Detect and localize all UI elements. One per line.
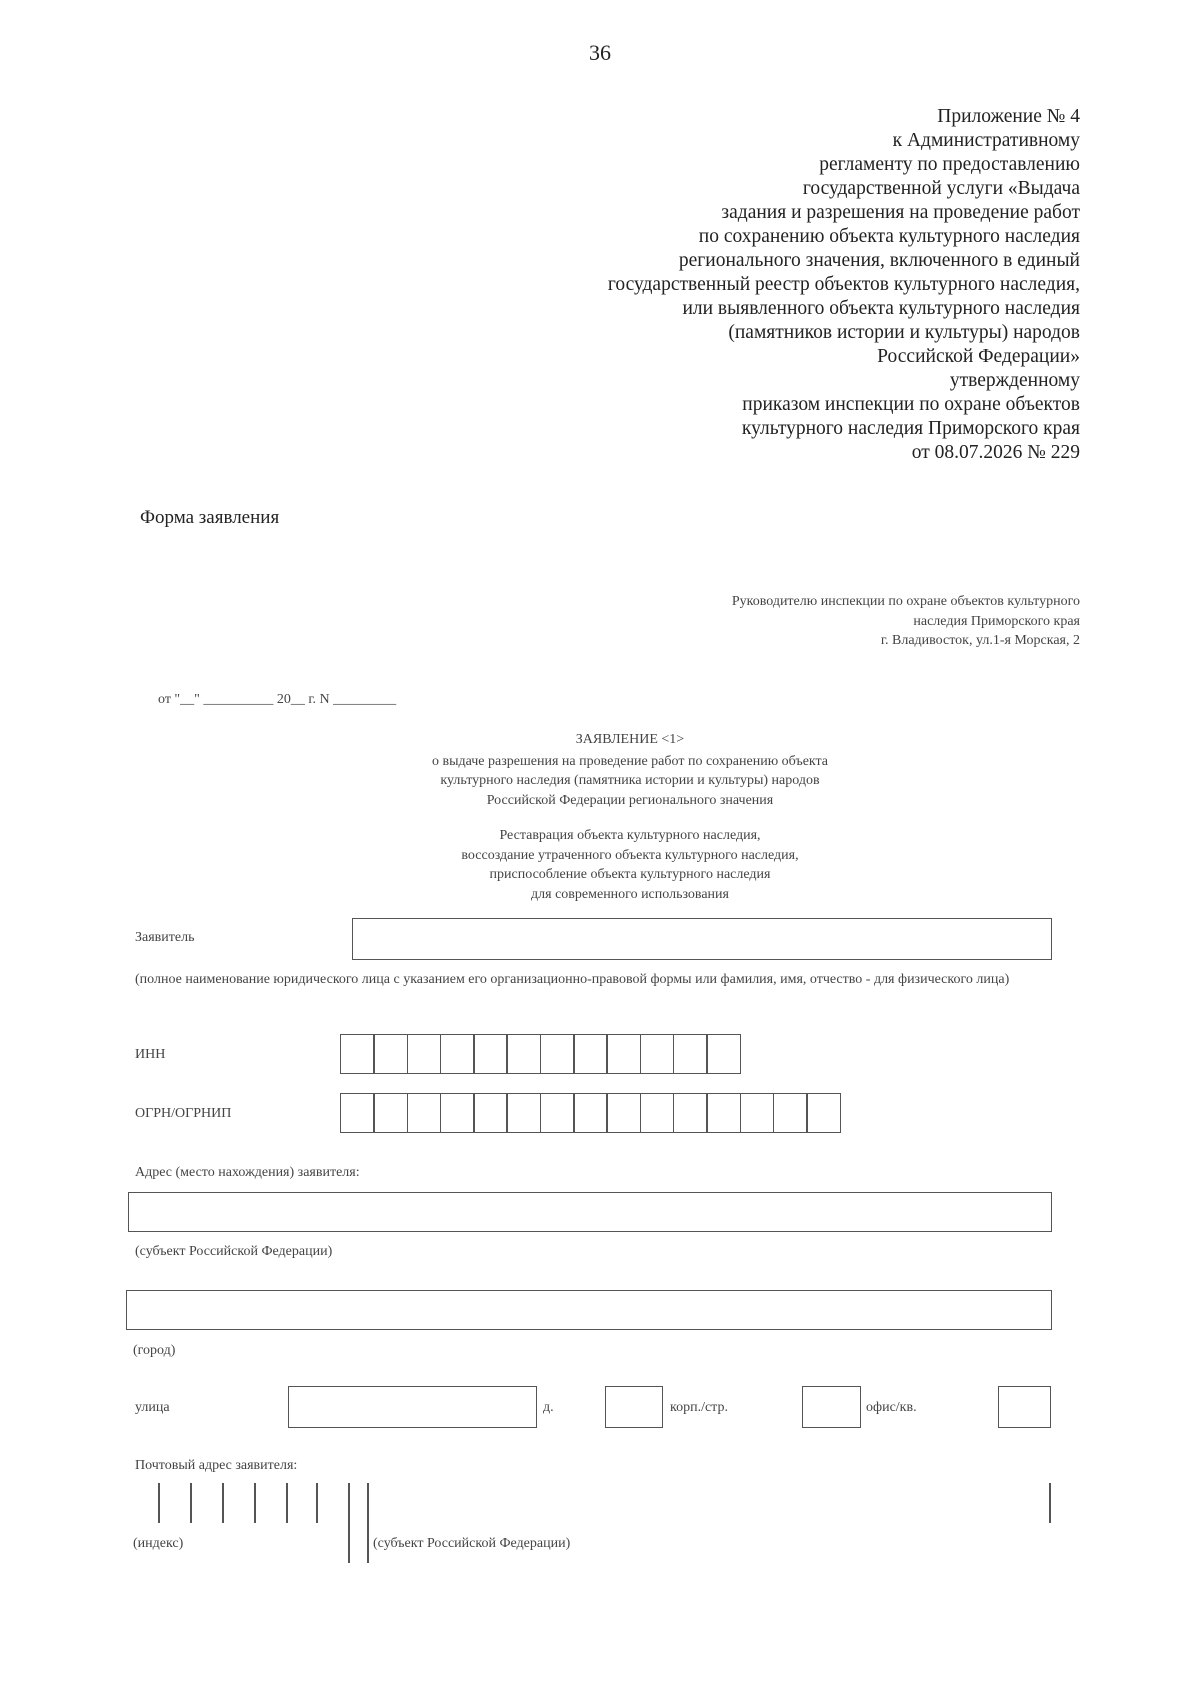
ogrn-digit-cell[interactable] bbox=[373, 1093, 408, 1133]
inn-digit-cell[interactable] bbox=[340, 1034, 375, 1074]
postal-address-label: Почтовый адрес заявителя: bbox=[135, 1458, 298, 1473]
inn-digit-cell[interactable] bbox=[407, 1034, 442, 1074]
ogrn-digit-cell[interactable] bbox=[773, 1093, 808, 1133]
house-label: д. bbox=[543, 1400, 554, 1415]
page-number: 36 bbox=[589, 40, 611, 65]
index-cell-divider bbox=[158, 1483, 160, 1523]
appendix-line: к Административному bbox=[892, 130, 1080, 151]
statement-subtitle-line: культурного наследия (памятника истории и культуры) народов bbox=[440, 773, 820, 788]
inn-digit-cell[interactable] bbox=[706, 1034, 741, 1074]
date-number-line: от "__" __________ 20__ г. N _________ bbox=[158, 692, 397, 707]
ogrn-digit-cell[interactable] bbox=[606, 1093, 641, 1133]
ogrn-digit-cell[interactable] bbox=[573, 1093, 608, 1133]
work-types-block bbox=[0, 826, 1200, 904]
work-type-line: приспособление объекта культурного наследия bbox=[489, 867, 771, 882]
appendix-line: Российской Федерации» bbox=[877, 346, 1080, 367]
postal-index-hint: (индекс) bbox=[133, 1536, 184, 1551]
statement-subtitle-line: Российской Федерации регионального значения bbox=[486, 792, 774, 808]
applicant-name-field[interactable] bbox=[352, 918, 1052, 960]
appendix-line: от 08.07.2026 № 229 bbox=[911, 442, 1080, 463]
street-label: улица bbox=[135, 1400, 170, 1415]
appendix-line: приказом инспекции по охране объектов bbox=[742, 394, 1080, 415]
statement-subtitle-line: о выдаче разрешения на проведение работ по сохранению объекта bbox=[431, 753, 829, 769]
ogrn-digit-cell[interactable] bbox=[540, 1093, 575, 1133]
ogrn-digit-cell[interactable] bbox=[340, 1093, 375, 1133]
appendix-line: регионального значения, включенного в единый bbox=[678, 250, 1080, 271]
address-label: Адрес (место нахождения) заявителя: bbox=[135, 1165, 360, 1180]
inn-digit-cell[interactable] bbox=[606, 1034, 641, 1074]
appendix-line: или выявленного объекта культурного наследия bbox=[682, 298, 1080, 319]
office-label: офис/кв. bbox=[866, 1400, 917, 1415]
address-city-field[interactable] bbox=[126, 1290, 1052, 1330]
inn-label: ИНН bbox=[135, 1047, 166, 1062]
work-type-line: Реставрация объекта культурного наследия, bbox=[499, 828, 761, 843]
index-cell-divider bbox=[286, 1483, 288, 1523]
postal-separator-line bbox=[348, 1483, 350, 1563]
inn-digit-cell[interactable] bbox=[673, 1034, 708, 1074]
inn-digit-cell[interactable] bbox=[506, 1034, 541, 1074]
addressee-block bbox=[560, 592, 1080, 651]
applicant-label: Заявитель bbox=[135, 930, 195, 945]
inn-digit-cell[interactable] bbox=[373, 1034, 408, 1074]
address-city-hint: (город) bbox=[133, 1343, 176, 1358]
ogrn-digit-cell[interactable] bbox=[506, 1093, 541, 1133]
building-label: корп./стр. bbox=[670, 1400, 728, 1415]
index-cell-divider bbox=[190, 1483, 192, 1523]
address-region-field[interactable] bbox=[128, 1192, 1052, 1232]
inn-cells[interactable] bbox=[340, 1034, 740, 1074]
appendix-line: Приложение № 4 bbox=[937, 106, 1080, 127]
statement-title: ЗАЯВЛЕНИЕ <1> bbox=[575, 732, 685, 747]
inn-digit-cell[interactable] bbox=[440, 1034, 475, 1074]
applicant-hint: (полное наименование юридического лица с указанием его организационно-правовой формы или фамилия, имя, отчество - для физического лица) bbox=[135, 972, 1010, 987]
index-cell-divider bbox=[316, 1483, 318, 1523]
postal-region-hint: (субъект Российской Федерации) bbox=[373, 1536, 571, 1551]
inn-digit-cell[interactable] bbox=[540, 1034, 575, 1074]
inn-digit-cell[interactable] bbox=[640, 1034, 675, 1074]
addressee-line: наследия Приморского края bbox=[913, 613, 1080, 629]
postal-region-field-left-edge[interactable] bbox=[367, 1483, 369, 1563]
building-field[interactable] bbox=[802, 1386, 861, 1428]
ogrn-digit-cell[interactable] bbox=[407, 1093, 442, 1133]
ogrn-digit-cell[interactable] bbox=[640, 1093, 675, 1133]
work-type-line: воссоздание утраченного объекта культурного наследия, bbox=[461, 847, 799, 863]
ogrn-digit-cell[interactable] bbox=[440, 1093, 475, 1133]
ogrn-digit-cell[interactable] bbox=[806, 1093, 841, 1133]
office-field[interactable] bbox=[998, 1386, 1051, 1428]
addressee-line: Руководителю инспекции по охране объектов культурного bbox=[731, 594, 1080, 609]
ogrn-digit-cell[interactable] bbox=[740, 1093, 775, 1133]
index-cell-divider bbox=[254, 1483, 256, 1523]
ogrn-cells[interactable] bbox=[340, 1093, 839, 1133]
ogrn-digit-cell[interactable] bbox=[473, 1093, 508, 1133]
street-field[interactable] bbox=[288, 1386, 537, 1428]
appendix-line: государственный реестр объектов культурного наследия, bbox=[607, 274, 1080, 295]
appendix-line: утвержденному bbox=[949, 370, 1080, 391]
appendix-line: государственной услуги «Выдача bbox=[802, 178, 1080, 199]
index-cell-divider bbox=[222, 1483, 224, 1523]
form-title: Форма заявления bbox=[140, 507, 280, 528]
statement-title-block bbox=[0, 730, 1200, 810]
inn-digit-cell[interactable] bbox=[473, 1034, 508, 1074]
work-type-line: для современного использования bbox=[531, 886, 729, 902]
appendix-line: культурного наследия Приморского края bbox=[741, 418, 1080, 439]
postal-region-field-right-edge bbox=[1049, 1483, 1051, 1523]
addressee-line: г. Владивосток, ул.1-я Морская, 2 bbox=[880, 633, 1080, 648]
inn-digit-cell[interactable] bbox=[573, 1034, 608, 1074]
appendix-line: регламенту по предоставлению bbox=[819, 154, 1080, 175]
appendix-line: задания и разрешения на проведение работ bbox=[721, 202, 1080, 223]
appendix-line: (памятников истории и культуры) народов bbox=[728, 322, 1080, 343]
postal-index-cells[interactable] bbox=[158, 1483, 323, 1523]
ogrn-digit-cell[interactable] bbox=[673, 1093, 708, 1133]
appendix-header bbox=[480, 105, 1080, 465]
ogrn-label: ОГРН/ОГРНИП bbox=[135, 1106, 232, 1121]
appendix-line: по сохранению объекта культурного наследия bbox=[698, 226, 1080, 247]
ogrn-digit-cell[interactable] bbox=[706, 1093, 741, 1133]
address-region-hint: (субъект Российской Федерации) bbox=[135, 1244, 333, 1259]
house-field[interactable] bbox=[605, 1386, 663, 1428]
